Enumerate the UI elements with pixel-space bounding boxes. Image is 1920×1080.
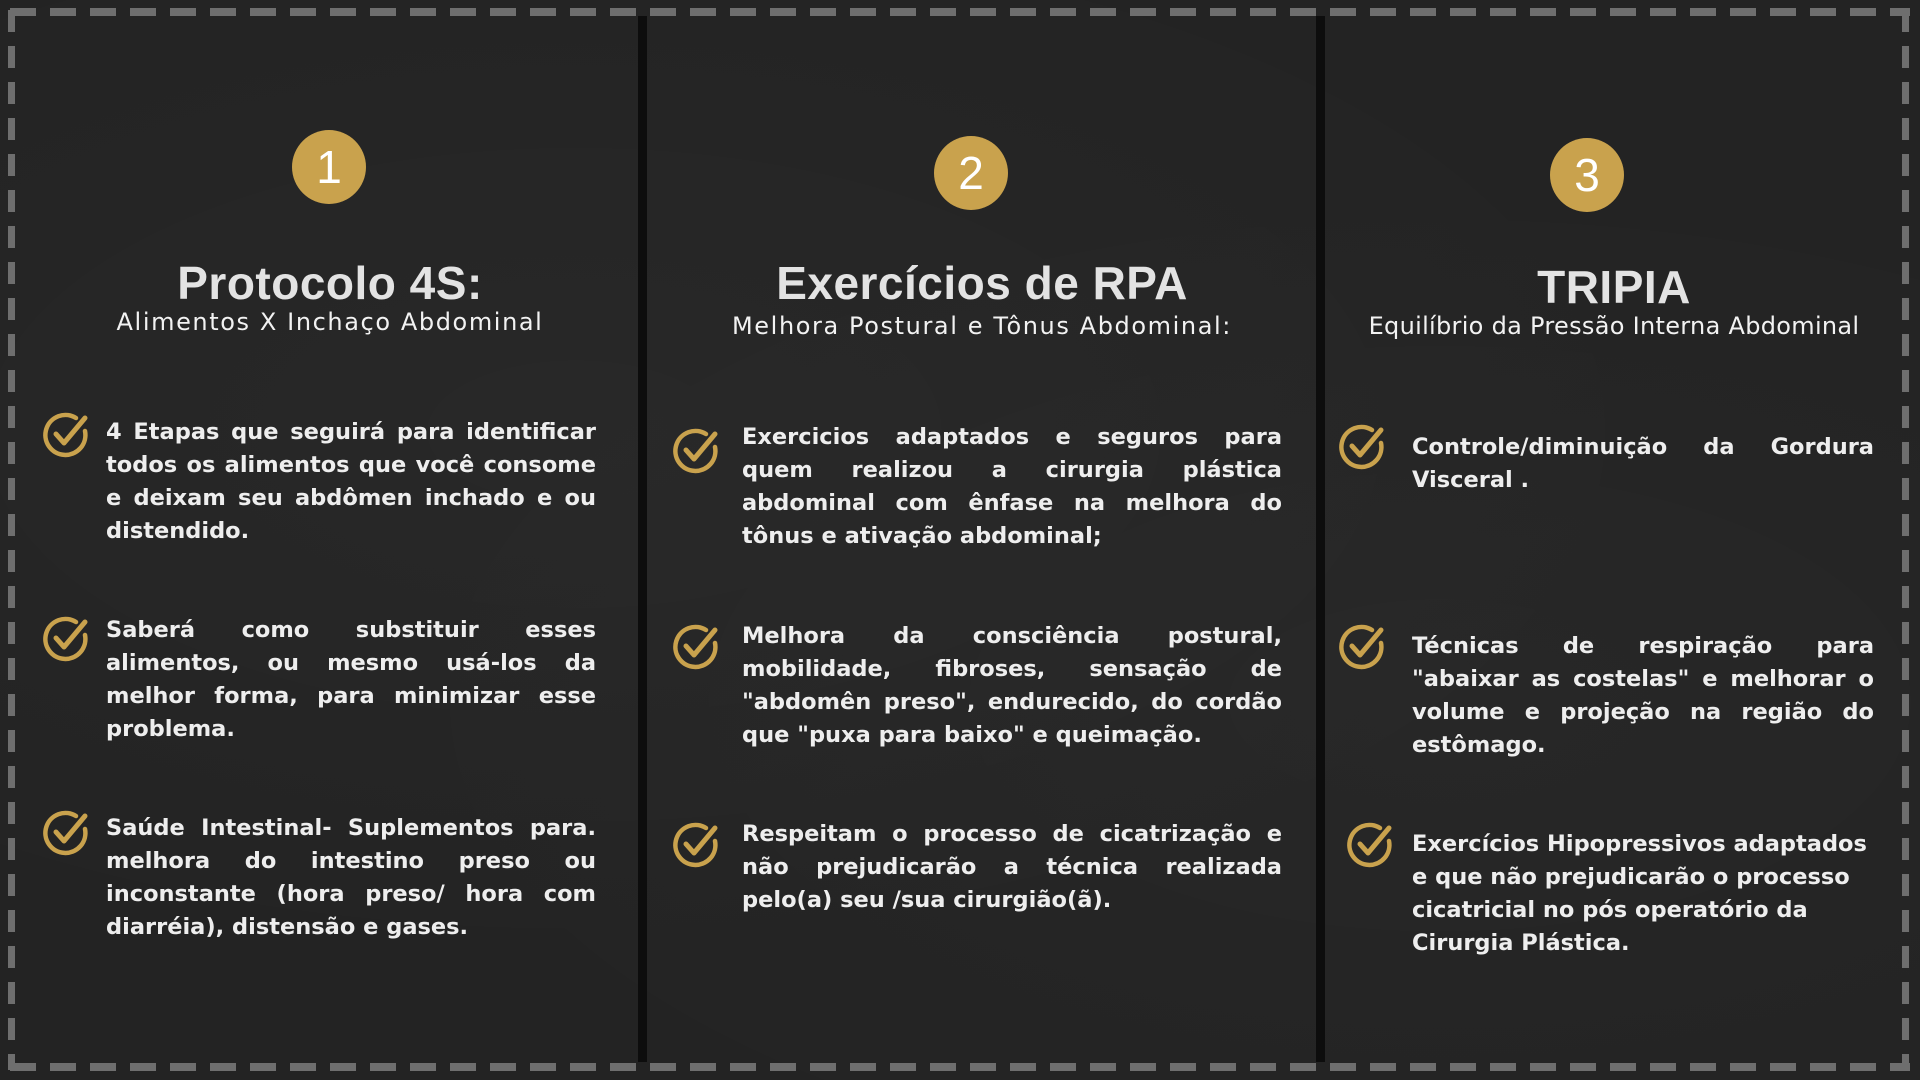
column-title: TRIPIA	[1537, 261, 1691, 313]
column-subtitle: Alimentos X Inchaço Abdominal	[116, 308, 544, 336]
check-circle-icon	[1338, 622, 1386, 670]
check-circle-icon	[1346, 820, 1394, 868]
dashed-border-left	[8, 10, 15, 1070]
column-subtitle: Equilíbrio da Pressão Interna Abdominal	[1368, 312, 1860, 340]
check-circle-icon	[1338, 422, 1386, 470]
list-item-text: Controle/diminuição da Gordura Visceral .	[1412, 434, 1874, 493]
dashed-border-right	[1902, 10, 1909, 1070]
list-item-text: 4 Etapas que seguirá para identificar todos os alimentos que você consome e deixam seu abdômen inchado e ou distendido.	[106, 419, 596, 544]
column-title: Exercícios de RPA	[776, 257, 1188, 309]
step-number-badge: 3	[1550, 138, 1624, 212]
check-circle-icon	[672, 622, 720, 670]
check-circle-icon	[42, 808, 90, 856]
column-exercicios-rpa	[648, 0, 1316, 1080]
check-circle-icon	[42, 410, 90, 458]
check-circle-icon	[672, 820, 720, 868]
column-subtitle: Melhora Postural e Tônus Abdominal:	[732, 312, 1232, 340]
list-item-text: Técnicas de respiração para "abaixar as costelas" e melhorar o volume e projeção na região do estômago.	[1412, 633, 1874, 758]
column-title: Protocolo 4S:	[177, 257, 483, 309]
column-divider	[1316, 16, 1325, 1062]
step-number-badge: 2	[934, 136, 1008, 210]
check-circle-icon	[42, 614, 90, 662]
list-item-text: Saberá como substituir esses alimentos, ou mesmo usá-los da melhor forma, para minimizar esse problema.	[106, 617, 596, 742]
list-item-text: Melhora da consciência postural, mobilidade, fibroses, sensação de "abdomên preso", endurecido, do cordão que "puxa para baixo" e queimação.	[742, 623, 1282, 748]
check-circle-icon	[672, 426, 720, 474]
list-item-text: Exercicios adaptados e seguros para quem realizou a cirurgia plástica abdominal com ênfase na melhora do tônus e ativação abdominal;	[742, 424, 1282, 549]
list-item-text: Exercícios Hipopressivos adaptados e que não prejudicarão o processo cicatricial no pós operatório da Cirurgia Plástica.	[1412, 831, 1867, 956]
list-item-text: Saúde Intestinal- Suplementos para. melhora do intestino preso ou inconstante (hora preso/ hora com diarréia), distensão e gases.	[106, 815, 596, 940]
column-tripia	[1326, 0, 1902, 1080]
column-protocolo-4s	[20, 0, 640, 1080]
step-number-badge: 1	[292, 130, 366, 204]
list-item-text: Respeitam o processo de cicatrização e não prejudicarão a técnica realizada pelo(a) seu /sua cirurgião(ã).	[742, 821, 1282, 913]
